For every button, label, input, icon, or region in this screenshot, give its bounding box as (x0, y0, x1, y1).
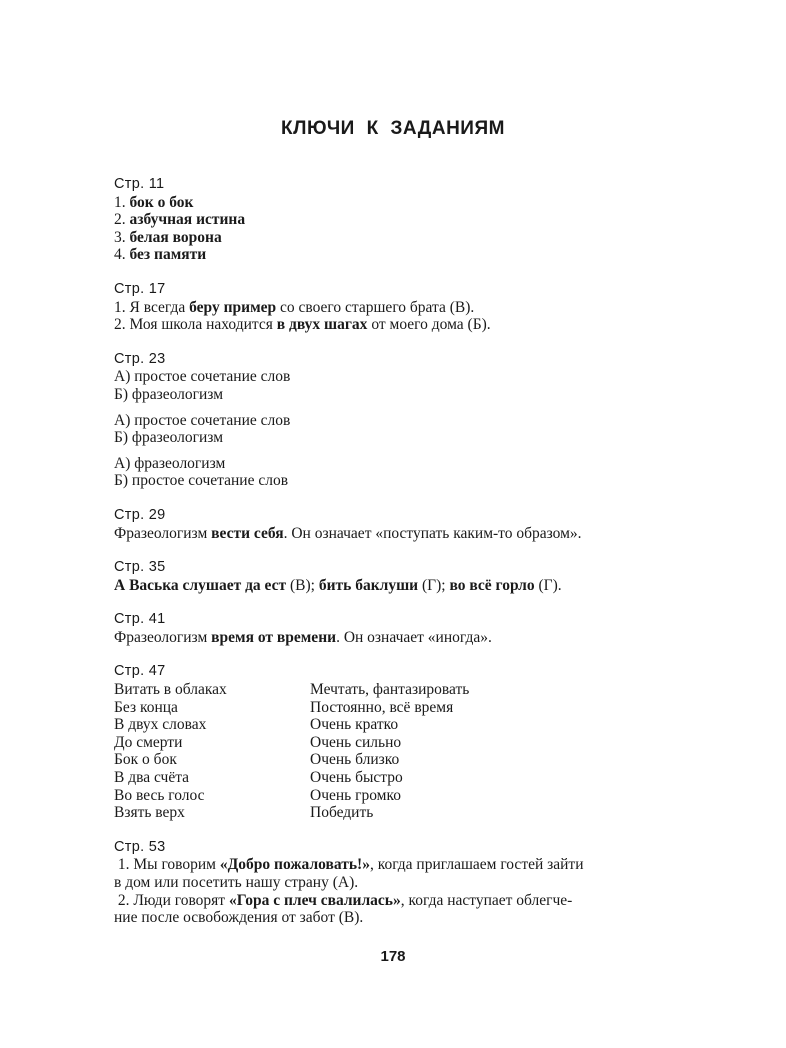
table-row (114, 787, 706, 805)
meaning-cell: Постоянно, всё время (310, 698, 454, 716)
answer-number: 1. (114, 193, 130, 211)
section-page-11 (114, 176, 706, 264)
phrase-cell: Без конца (114, 698, 178, 716)
phrase-cell: В два счёта (114, 769, 190, 787)
answer-line: А) фразеологизм (114, 454, 226, 472)
answer-text: . Он означает «поступать каким-то образом». (283, 524, 582, 542)
phrase-cell: До смерти (114, 733, 183, 751)
answer-line: Б) простое сочетание слов (114, 472, 289, 490)
answer-text: от моего дома (Б). (367, 316, 491, 334)
answer-line: ние после освобождения от забот (В). (114, 909, 364, 927)
answer-text: 1. Я всегда (114, 298, 190, 316)
table-row (114, 699, 706, 717)
section-page-41 (114, 611, 706, 646)
answer-phrase: время от времени (211, 628, 337, 646)
answer-text: , когда приглашаем гостей зайти (369, 856, 584, 874)
answer-phrase: в двух шагах (276, 316, 368, 334)
answer-key-content (114, 176, 706, 944)
answer-number: 2. (114, 211, 130, 229)
section-header: Стр. 53 (114, 838, 166, 855)
phrase-cell: Витать в облаках (114, 681, 227, 699)
meaning-cell: Очень близко (310, 751, 400, 769)
answer-line (114, 892, 706, 910)
phrase-cell: Бок о бок (114, 751, 177, 769)
answer-line: Б) фразеологизм (114, 429, 224, 447)
answer-number: 3. (114, 228, 130, 246)
section-page-29 (114, 507, 706, 542)
meaning-cell: Очень сильно (310, 733, 402, 751)
answer-line (114, 194, 706, 212)
answer-line: в дом или посетить нашу страну (А). (114, 874, 359, 891)
phrase-cell: Взять верх (114, 804, 185, 822)
answer-line (114, 577, 706, 595)
answer-text: со своего старшего брата (В). (276, 298, 475, 316)
section-page-35 (114, 559, 706, 594)
page-number: 178 (380, 948, 406, 965)
answer-phrase: А Васька слушает да ест (114, 576, 287, 594)
answer-text: Фразеологизм (114, 628, 212, 646)
meaning-cell: Очень кратко (310, 716, 399, 734)
section-page-53 (114, 839, 706, 927)
answer-line (114, 856, 706, 874)
answer-phrase: бок о бок (129, 193, 194, 211)
answer-text: 1. Мы говорим (117, 856, 220, 874)
answer-line (114, 629, 706, 647)
table-row (114, 734, 706, 752)
section-page-17 (114, 281, 706, 334)
table-row (114, 681, 706, 699)
section-header: Стр. 29 (114, 506, 166, 523)
answer-line (114, 229, 706, 247)
answer-text: 2. Люди говорят (117, 891, 229, 909)
answer-text: 2. Моя школа находится (114, 316, 277, 334)
answer-line (114, 316, 706, 334)
answer-text: (Г). (534, 576, 562, 594)
answer-phrase: «Гора с плеч свалилась» (228, 891, 401, 909)
section-header: Стр. 23 (114, 350, 166, 367)
answer-text: Фразеологизм (114, 524, 212, 542)
answer-phrase: без памяти (129, 246, 207, 264)
answer-text: (Г); (418, 576, 450, 594)
section-header: Стр. 11 (114, 176, 165, 192)
answer-line (114, 246, 706, 264)
section-page-47 (114, 663, 706, 821)
table-row (114, 769, 706, 787)
meaning-cell: Победить (310, 804, 374, 822)
section-header: Стр. 35 (114, 559, 166, 576)
answer-line (114, 525, 706, 543)
table-row (114, 804, 706, 822)
answer-phrase: «Добро пожаловать!» (219, 856, 370, 874)
phrase-cell: Во весь голос (114, 786, 205, 804)
meaning-cell: Очень быстро (310, 769, 403, 787)
answer-number: 4. (114, 246, 130, 264)
section-header: Стр. 47 (114, 663, 166, 680)
answer-text: . Он означает «иногда». (336, 628, 492, 646)
meaning-cell: Очень громко (310, 786, 401, 804)
meaning-cell: Мечтать, фантазировать (310, 681, 470, 699)
section-header: Стр. 41 (114, 611, 166, 628)
answer-line (114, 299, 706, 317)
answer-text: , когда наступает облегче- (400, 891, 573, 909)
answer-line: А) простое сочетание слов (114, 368, 291, 386)
answer-phrase: азбучная истина (129, 211, 246, 229)
phrase-cell: В двух словах (114, 716, 207, 734)
answer-phrase: белая ворона (129, 228, 222, 246)
table-row (114, 751, 706, 769)
answer-line: Б) фразеологизм (114, 385, 224, 403)
page-title: КЛЮЧИ К ЗАДАНИЯМ (281, 118, 505, 139)
answer-phrase: бить баклуши (318, 576, 419, 594)
section-header: Стр. 17 (114, 280, 166, 297)
section-page-23 (114, 351, 706, 490)
answer-line: А) простое сочетание слов (114, 411, 291, 429)
answer-phrase: вести себя (211, 524, 284, 542)
table-row (114, 716, 706, 734)
answer-line (114, 211, 706, 229)
answer-phrase: беру пример (189, 298, 277, 316)
answer-phrase: во всё горло (449, 576, 535, 594)
answer-text: (В); (286, 576, 319, 594)
